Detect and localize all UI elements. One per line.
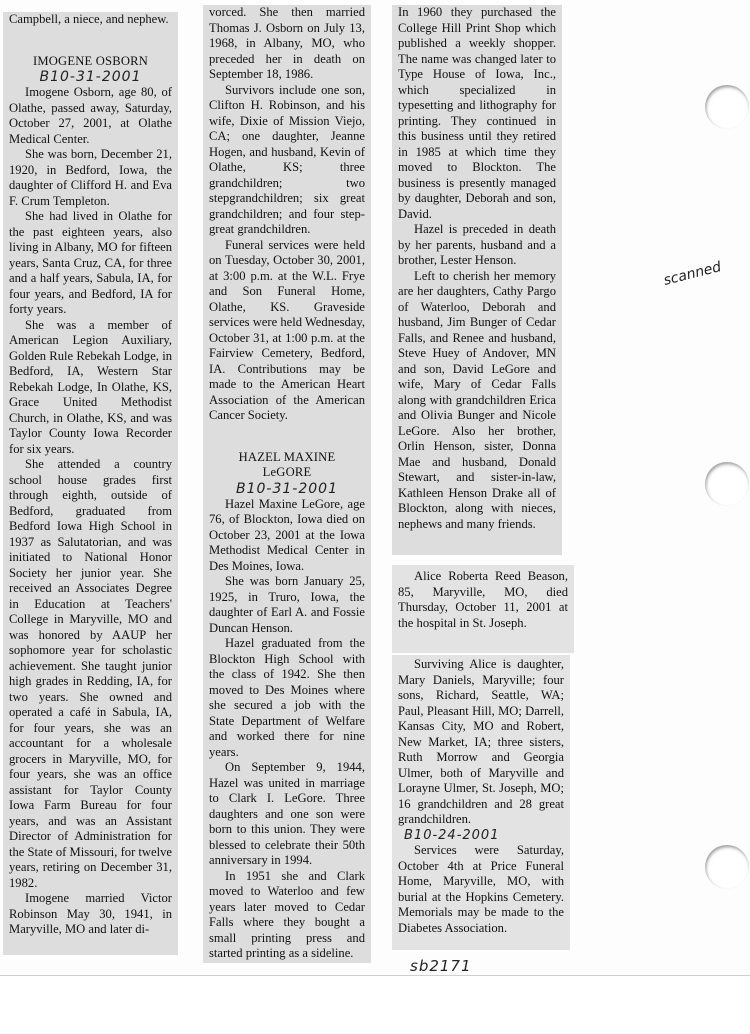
col3-paragraph: Surviving Alice is daughter, Mary Daniels, Maryville; four sons, Richard, Seattle, WA; Paul, Pleasant Hill, MO; Darrell, Kansas City, MO and Robert, New Market, IA; three sisters, Ruth Morrow and Georgia Ulmer, both of Maryville and Lorayne Ulmer, St. Joseph, MO; 16 grandchildren and 28 great grandchildren.	[398, 657, 564, 826]
col3-paragraph: Hazel is preceded in death by her parents, husband and a brother, Lester Henson.	[398, 222, 556, 267]
obituary-heading-osborn: IMOGENE OSBORN	[32, 53, 149, 68]
spacer	[9, 28, 172, 54]
obituary-heading-legore-line2: LeGORE	[262, 465, 312, 479]
clipping-column-3	[392, 5, 562, 555]
col3-paragraph: Alice Roberta Reed Beason, 85, Maryville, MO, died Thursday, October 11, 2001 at the hospital in St. Joseph.	[398, 569, 568, 630]
col2-paragraph: On September 9, 1944, Hazel was united in marriage to Clark I. LeGore. Three daughters and one son were born to this union. They were blessed to celebrate their 50th anniversary in 1994.	[209, 760, 365, 867]
handwritten-date: B10-31-2001	[236, 480, 338, 497]
page-bottom-margin	[0, 975, 750, 1034]
clipping-column-2	[203, 5, 371, 963]
obituary-heading-legore-line1: HAZEL MAXINE	[238, 449, 336, 464]
col1-paragraph: She attended a country school house grades first through eighth, outside of Bedford, graduated from Bedford Iowa High School in 1937 as Salutatorian, and was initiated to National Honor Society her junior year. She received an Associates Degree in Education at Teachers' College in Maryville, MO and was honored by AAUP her sophomore year for scholastic achievement. She taught junior high grades in Redding, IA, for two years. She owned and operated a café in Sabula, IA, for four years, she was an accountant for a wholesale grocers in Maryville, MO, for four years, she was an office assistant for Taylor County Iowa Farm Bureau for four years, and was an Assistant Director of Administration for the State of Missouri, for twelve years, retiring on December 31, 1982.	[9, 457, 172, 890]
col2-paragraph: vorced. She then married Thomas J. Osborn on July 13, 1968, in Albany, MO, who preceded her in death on September 18, 1986.	[209, 5, 365, 81]
col1-paragraph: She had lived in Olathe for the past eighteen years, also living in Albany, MO for fifteen years, Santa Cruz, CA, for three and a half years, Sabula, IA, for four years, and Bedford, IA for forty years.	[9, 209, 172, 316]
handwritten-date: B10-24-2001	[404, 827, 500, 843]
clipping-beason-survivors	[392, 655, 570, 950]
col1-paragraph: Campbell, a niece, and nephew.	[9, 12, 169, 26]
col1-paragraph: She was a member of American Legion Auxiliary, Golden Rule Rebekah Lodge, in Bedford, IA, Western Star Rebekah Lodge, In Olathe, KS, Grace United Methodist Church, in Olathe, KS, and was Taylor County Iowa Recorder for six years.	[9, 317, 172, 456]
col2-paragraph: Funeral services were held on Tuesday, October 30, 2001, at 3:00 p.m. at the W.L. Frye and Son Funeral Home, Olathe, KS. Graveside services were held Wednesday, October 31, at 1:00 p.m. at the Fairview Cemetery, Bedford, IA. Contributions may be made to the American Heart Association of the American Cancer Society.	[209, 237, 365, 422]
col2-paragraph: She was born January 25, 1925, in Truro, Iowa, the daughter of Earl A. and Fossie Duncan Henson.	[209, 574, 365, 635]
clipping-beason-intro	[392, 565, 574, 653]
binder-hole	[705, 85, 749, 129]
col1-paragraph: Imogene Osborn, age 80, of Olathe, passed away, Saturday, October 27, 2001, at Olathe Medical Center.	[9, 85, 172, 146]
clipping-column-1	[3, 12, 178, 955]
binder-hole	[705, 462, 749, 506]
col1-paragraph: Imogene married Victor Robinson May 30, 1941, in Maryville, MO and later di-	[9, 891, 172, 936]
col1-paragraph: She was born, December 21, 1920, in Bedford, Iowa, the daughter of Clifford H. and Eva F. Crum Templeton.	[9, 147, 172, 208]
handwritten-date: B10-31-2001	[39, 69, 142, 85]
binder-hole	[705, 845, 749, 889]
col2-paragraph: Survivors include one son, Clifton H. Robinson, and his wife, Dixie of Mission Viejo, CA; one daughter, Jeanne Hogen, and husband, Kevin of Olathe, KS; three grandchildren; two stepgrandchildren; six great grandchildren; and four step-great grandchildren.	[209, 82, 365, 236]
col2-paragraph: Hazel graduated from the Blockton High School with the class of 1942. She then moved to Des Moines where she secured a job with the State Department of Welfare and worked there for nine years.	[209, 636, 365, 759]
spacer	[209, 424, 365, 450]
handwritten-file-number: sb2171	[410, 957, 472, 975]
col3-paragraph: Left to cherish her memory are her daughters, Cathy Pargo of Waterloo, Deborah and husband, Jim Bunger of Cedar Falls, and Renee and husband, Steve Huey of Andover, MN and son, David LeGore and wife, Mary of Cedar Falls along with grandchildren Erica and Olivia Bunger and Nicole LeGore. Also her brother, Orlin Henson, sister, Donna Mae and husband, Donald Stewart, and sister-in-law, Kathleen Henson Drake all of Blockton, along with nieces, nephews and many friends.	[398, 268, 556, 531]
col2-paragraph: In 1951 she and Clark moved to Waterloo and few years later moved to Cedar Falls where they bought a small printing press and started printing as a sideline.	[209, 868, 365, 960]
handwritten-scanned-note: scanned	[661, 259, 723, 289]
col3-paragraph: Services were Saturday, October 4th at Price Funeral Home, Maryville, MO, with burial at the Hopkins Cemetery. Memorials may be made to the Diabetes Association.	[398, 843, 564, 935]
col2-paragraph: Hazel Maxine LeGore, age 76, of Blockton, Iowa died on October 23, 2001 at the Iowa Methodist Medical Center in Des Moines, Iowa.	[209, 496, 365, 573]
col3-paragraph: In 1960 they purchased the College Hill Print Shop which published a weekly shopper. The name was changed later to Type House of Iowa, Inc., which specialized in typesetting and lithography for printing. They continued in this business until they retired in 1985 at which time they moved to Blockton. The business is presently managed by daughter, Deborah and son, David.	[398, 5, 556, 221]
